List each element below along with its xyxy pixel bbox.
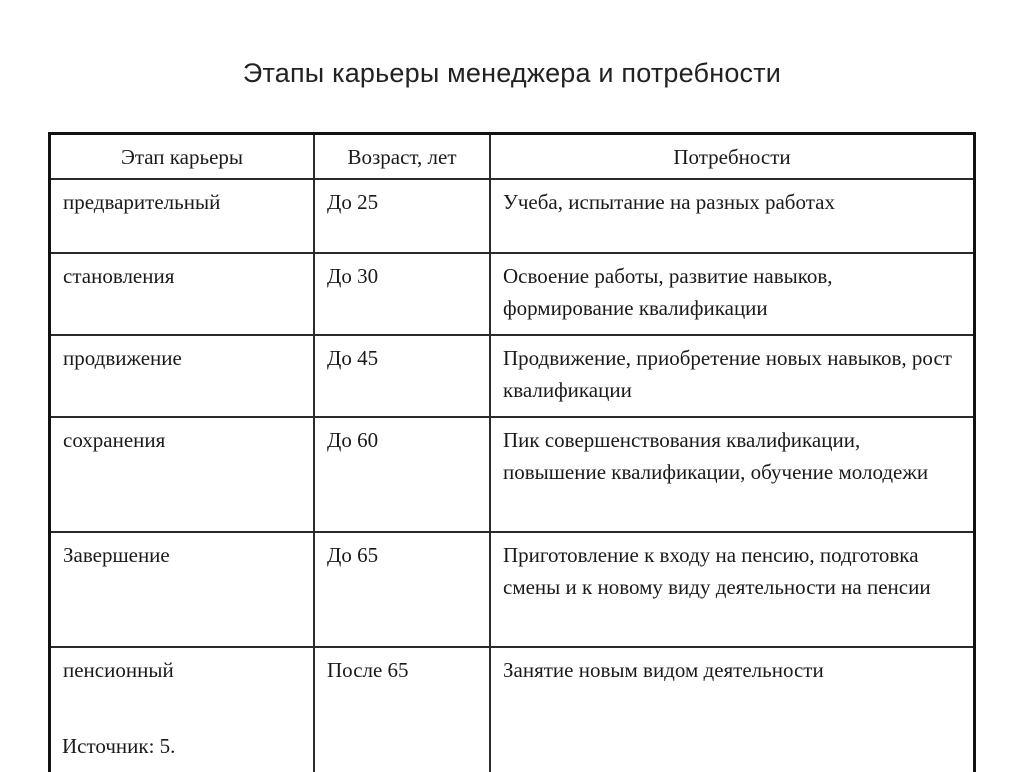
age-cell: До 45 bbox=[314, 335, 490, 417]
career-stages-table bbox=[51, 135, 973, 772]
header-needs: Потребности bbox=[490, 135, 973, 179]
career-stages-table-frame bbox=[48, 132, 976, 772]
source-note: Источник: 5. bbox=[62, 734, 176, 758]
table-row bbox=[51, 253, 973, 335]
needs-cell: Занятие новым видом деятельности bbox=[490, 647, 973, 772]
table-row bbox=[51, 532, 973, 647]
stage-cell: становления bbox=[51, 253, 314, 335]
header-age: Возраст, лет bbox=[314, 135, 490, 179]
needs-cell: Продвижение, приобретение новых навыков, рост квалификации bbox=[490, 335, 973, 417]
slide-title: Этапы карьеры менеджера и потребности bbox=[242, 58, 782, 88]
table-row bbox=[51, 647, 973, 772]
stage-cell: продвижение bbox=[51, 335, 314, 417]
age-cell: После 65 bbox=[314, 647, 490, 772]
needs-cell: Пик совершенствования квалификации, повышение квалификации, обучение молодежи bbox=[490, 417, 973, 532]
table-header-row bbox=[51, 135, 973, 179]
stage-cell: предварительный bbox=[51, 179, 314, 253]
stage-cell: Завершение bbox=[51, 532, 314, 647]
table-row bbox=[51, 335, 973, 417]
table-row bbox=[51, 417, 973, 532]
needs-cell: Освоение работы, развитие навыков, формирование квалификации bbox=[490, 253, 973, 335]
needs-cell: Учеба, испытание на разных работах bbox=[490, 179, 973, 253]
needs-cell: Приготовление к входу на пенсию, подготовка смены и к новому виду деятельности на пенсии bbox=[490, 532, 973, 647]
header-stage: Этап карьеры bbox=[51, 135, 314, 179]
age-cell: До 25 bbox=[314, 179, 490, 253]
stage-cell: пенсионный bbox=[51, 647, 314, 772]
age-cell: До 60 bbox=[314, 417, 490, 532]
age-cell: До 30 bbox=[314, 253, 490, 335]
stage-cell: сохранения bbox=[51, 417, 314, 532]
age-cell: До 65 bbox=[314, 532, 490, 647]
table-row bbox=[51, 179, 973, 253]
